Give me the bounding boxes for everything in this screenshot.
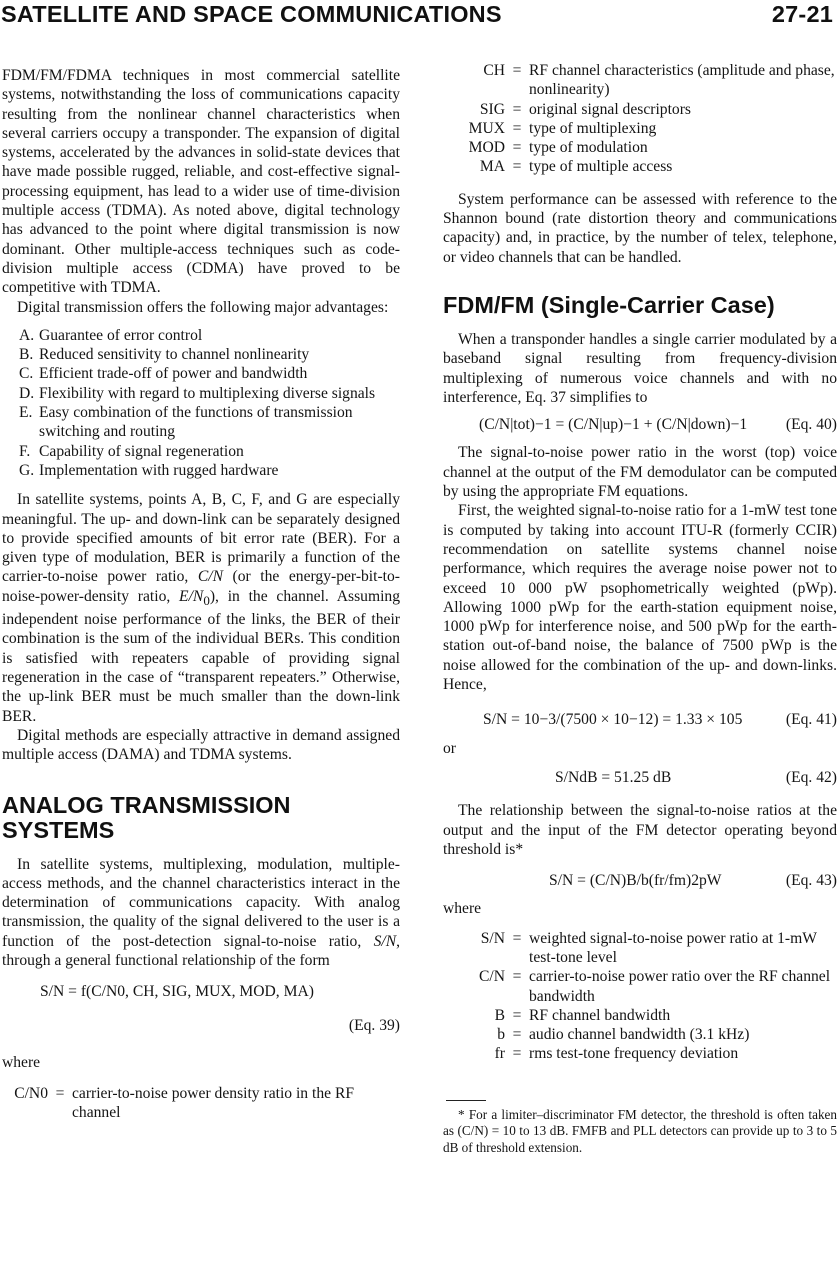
equation-tag: (Eq. 41)	[785, 711, 837, 729]
list-item: B. Reduced sensitivity to channel nonlinearity	[19, 346, 310, 364]
where-label: where	[443, 900, 482, 918]
definition-row: C/N0 = carrier-to-noise power density ratio in the RF channel	[14, 1085, 355, 1122]
equation-text: S/N = (C/N)B/b(fr/fm)2pW	[549, 872, 722, 890]
paragraph: In satellite systems, points A, B, C, F, and G are especially meaningful. The up- and down-link can be separately designed to provide specified amounts of bit error rate (BER). For a given type of modulation, BER is primarily a function of the carrier-to-noise power ratio, C/N (or the energy-per-bit-to-noise-power-density ratio, $E/N_0$), in the channel. Assuming independent noise performance of the links, the BER of their combination is the sum of the individual BERs. This condition is satisfied with repeaters capable of providing signal regeneration in the case of “transparent repeaters.” Otherwise, the up-link BER must be much smaller than the down-link BER.	[2, 491, 400, 725]
symbol-definitions	[2, 1084, 400, 1123]
paragraph: The relationship between the signal-to-noise ratios at the output and the input of the FM detector operating beyond threshold is*	[443, 802, 837, 858]
equation-text: S/N = 10−3/(7500 × 10−12) = 1.33 × 105	[483, 711, 743, 729]
paragraph: The signal-to-noise power ratio in the worst (top) voice channel at the output of the FM demodulator can be computed by using the appropriate FM equations.	[443, 444, 837, 501]
footnote-rule	[446, 1100, 486, 1101]
symbol-definitions	[443, 61, 837, 177]
definition-row: MUX = type of multiplexing	[468, 119, 657, 137]
paragraph: FDM/FM/FDMA techniques in most commercial satellite systems, notwithstanding the loss of communications capacity resulting from the nonlinear channel characteristics when several carriers occupy a transponder. The expansion of digital systems, accelerated by the advances in solid-state devices that have made possible rugged, reliable, and cost-effective signal-processing equipment, has lead to a wider use of time-division multiple access (TDMA). As noted above, digital technology has advanced to the point where digital transmission is now dominant. Other multiple-access techniques such as code-division multiple access (CDMA) have proved to be competitive with TDMA.	[2, 67, 400, 297]
equation-text: S/N = f(C/N0, CH, SIG, MUX, MOD, MA)	[40, 983, 314, 1001]
section-heading-analog: ANALOG TRANSMISSION SYSTEMS	[2, 791, 291, 843]
list-item: C. Efficient trade-off of power and bandwidth	[19, 365, 308, 383]
list-item: G. Implementation with rugged hardware	[19, 461, 279, 479]
definition-row: S/N = weighted signal-to-noise power ratio at 1-mW test-tone level	[480, 929, 817, 966]
right-column	[443, 62, 837, 1156]
paragraph: System performance can be assessed with reference to the Shannon bound (rate distortion theory and communications capacity) and, in practice, by the number of telex, telephone, or video channels that can be handled.	[443, 190, 837, 266]
where-label: where	[2, 1053, 41, 1071]
list-item: A. Guarantee of error control	[19, 326, 203, 344]
definition-row: B = RF channel bandwidth	[494, 1006, 671, 1024]
page-number: 27-21	[771, 1, 833, 27]
equation-42	[443, 768, 837, 787]
equation-text: S/NdB = 51.25 dB	[555, 768, 672, 786]
paragraph: Digital methods are especially attractive in demand assigned multiple access (DAMA) and TDMA systems.	[2, 726, 400, 764]
paragraph: Digital transmission offers the following major advantages:	[17, 298, 389, 316]
equation-text: (C/N|tot)−1 = (C/N|up)−1 + (C/N|down)−1	[479, 416, 748, 434]
running-header-title: SATELLITE AND SPACE COMMUNICATIONS	[1, 1, 502, 27]
footnote: * For a limiter–discriminator FM detector, the threshold is often taken as (C/N) = 10 to 13 dB. FMFB and PLL detectors can provide up to 3 to 5 dB of threshold extension.	[443, 1106, 837, 1155]
paragraph: First, the weighted signal-to-noise ratio for a 1-mW test tone is computed by taking into account ITU-R (formerly CCIR) recommendation on satellite systems channel noise performance, which requires the average noise power not to exceed 10 000 pW psophometrically weighted (pWp). Allowing 1000 pWp for the earth-station equipment noise, 1000 pWp for interference noise, and 500 pWp for the earth-station out-of-band noise, the balance of 7500 pWp is the noise allowed for the combination of the up- and down-links. Hence,	[443, 502, 837, 694]
paragraph: In satellite systems, multiplexing, modulation, multiple-access methods, and the channel characteristics interact in the determination of communications capacity. With analog transmission, the quality of the signal delivered to the user is a function of the post-detection signal-to-noise ratio, S/N, through a general functional relationship of the form	[2, 855, 400, 969]
list-item: E. Easy combination of the functions of transmission switching and routing	[19, 404, 353, 441]
definition-row: SIG = original signal descriptors	[479, 100, 691, 118]
equation-tag: (Eq. 39)	[348, 1016, 400, 1034]
definition-row: C/N = carrier-to-noise power ratio over the RF channel bandwidth	[479, 968, 831, 1005]
paragraph: When a transponder handles a single carrier modulated by a baseband signal resulting from frequency-division multiplexing of numerous voice channels and with no interference, Eq. 37 simplifies to	[443, 330, 837, 406]
equation-39	[2, 982, 400, 1035]
definition-row: MOD = type of modulation	[468, 139, 648, 157]
list-item: F. Capability of signal regeneration	[19, 442, 244, 460]
definition-row: CH = RF channel characteristics (amplitude and phase, nonlinearity)	[483, 62, 835, 99]
advantages-list	[19, 326, 400, 480]
or-label: or	[443, 739, 456, 757]
equation-40	[443, 415, 837, 434]
equation-43	[443, 871, 837, 890]
symbol-definitions	[443, 929, 837, 1064]
equation-tag: (Eq. 42)	[785, 768, 837, 786]
section-heading-fdm-fm: FDM/FM (Single-Carrier Case)	[443, 291, 775, 318]
equation-41	[443, 710, 837, 729]
definition-row: b = audio channel bandwidth (3.1 kHz)	[497, 1026, 750, 1044]
equation-tag: (Eq. 43)	[785, 872, 837, 890]
definition-row: fr = rms test-tone frequency deviation	[494, 1045, 739, 1063]
equation-tag: (Eq. 40)	[785, 416, 837, 434]
left-column	[2, 66, 400, 1123]
list-item: D. Flexibility with regard to multiplexing diverse signals	[19, 384, 376, 402]
definition-row: MA = type of multiple access	[479, 158, 673, 176]
